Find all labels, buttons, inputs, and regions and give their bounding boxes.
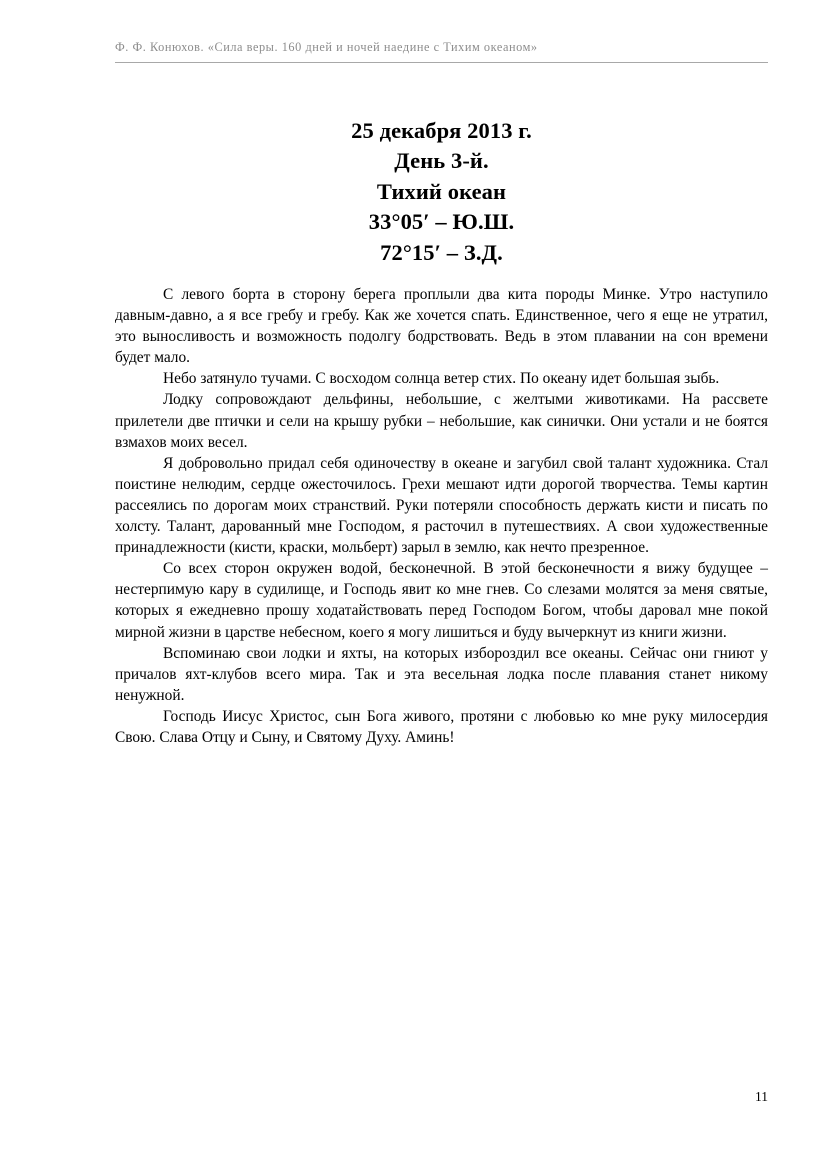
running-header-text: Ф. Ф. Конюхов. «Сила веры. 160 дней и ночей наедине с Тихим океаном» <box>115 40 538 54</box>
title-line-date: 25 декабря 2013 г. <box>351 118 532 143</box>
page-footer <box>0 1088 768 1106</box>
title-line-latitude: 33°05′ – Ю.Ш. <box>368 209 515 235</box>
body-paragraph: С левого борта в сторону берега проплыли два кита породы Минке. Утро наступило давным-давно, а я все гребу и гребу. Как же хочется спать. Единственное, чего я еще не утратил, это выносливость и возможность подолгу бодрствовать. Ведь в этом плавании на сон времени будет мало. <box>115 286 768 367</box>
entry-title-block <box>115 116 768 268</box>
body-paragraph: Со всех сторон окружен водой, бесконечной. В этой бесконечности я вижу будущее – нестерпимую кару в судилище, и Господь явит ко мне гнев. Со слезами молятся за меня святые, которых я ежедневно прошу ходатайствовать перед Господом Богом, чтобы даровал мне покой мирной жизни в царстве небесном, коего я могу лишиться и буду вычеркнут из книги жизни. <box>115 560 768 641</box>
body-paragraph: Небо затянуло тучами. С восходом солнца ветер стих. По океану идет большая зыбь. <box>163 370 720 388</box>
body-paragraph: Господь Иисус Христос, сын Бога живого, протяни с любовью ко мне руку милосердия Свою. Слава Отцу и Сыну, и Святому Духу. Аминь! <box>115 707 768 746</box>
title-line-day: День 3-й. <box>394 148 489 174</box>
header-divider-rule <box>115 62 768 63</box>
body-text-column <box>115 284 768 748</box>
body-paragraph: Я добровольно придал себя одиночеству в океане и загубил свой талант художника. Стал поистине нелюдим, сердце ожесточилось. Грехи мешают идти дорогой творчества. Темы картин рассеялись по дорогам моих странствий. Руки потеряли способность держать кисти и писать по холсту. Талант, дарованный мне Господом, я расточил в путешествиях. А свои художественные принадлежности (кисти, краски, мольберт) зарыл в землю, как нечто презренное. <box>115 454 768 557</box>
page-number: 11 <box>755 1089 768 1104</box>
title-line-ocean: Тихий океан <box>376 178 507 204</box>
title-line-longitude: 72°15′ – З.Д. <box>380 239 503 265</box>
body-paragraph: Лодку сопровождают дельфины, небольшие, с желтыми животиками. На рассвете прилетели две птички и сели на крышу рубки – небольшие, как синички. Они устали и не боятся взмахов моих весел. <box>115 391 768 451</box>
running-header <box>115 40 768 55</box>
body-paragraph: Вспоминаю свои лодки и яхты, на которых избороздил все океаны. Сейчас они гниют у причалов яхт-клубов всего мира. Так и эта весельная лодка после плавания станет никому ненужной. <box>115 644 768 704</box>
